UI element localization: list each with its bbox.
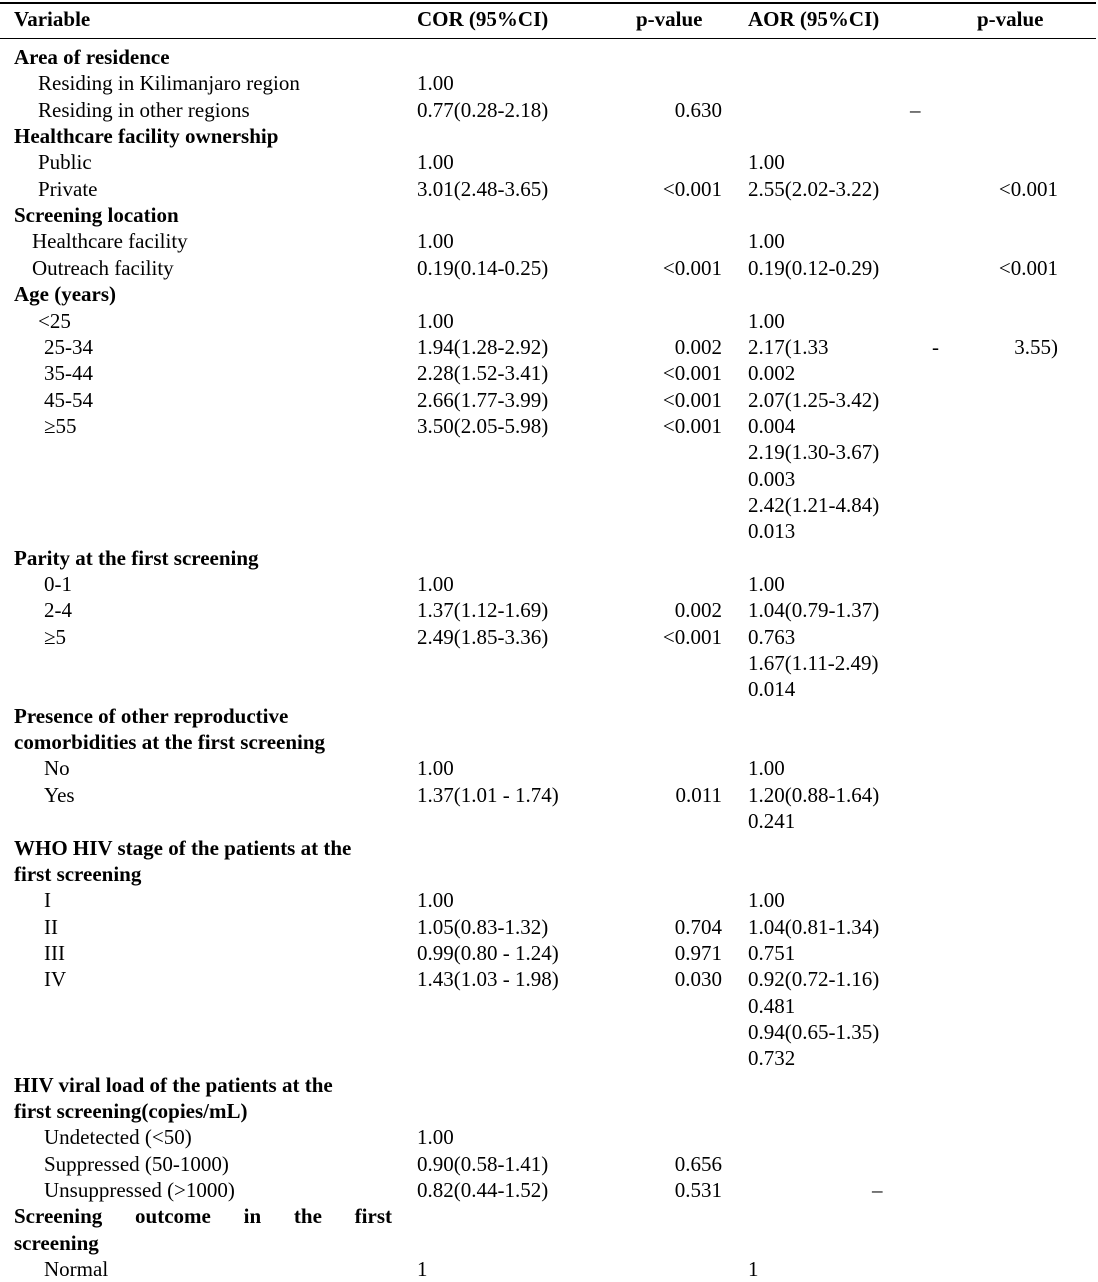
variable-label: 2-4	[44, 598, 72, 623]
top-rule	[0, 2, 1096, 4]
variable-label: IV	[44, 967, 67, 992]
section-label: Age (years)	[14, 282, 117, 307]
cor-p-value: <0.001	[662, 255, 722, 280]
table-row	[0, 914, 1098, 940]
variable-label: Private	[38, 176, 98, 201]
variable-label: 25-34	[44, 334, 93, 359]
cor-p-value: <0.001	[662, 413, 722, 438]
aor-cell: 2.55(2.02-3.22)	[748, 176, 880, 201]
section-heading-row	[0, 545, 1098, 571]
label-word: outcome	[135, 1204, 211, 1229]
variable-label: Yes	[44, 782, 75, 807]
cor-p-value: 0.011	[675, 782, 722, 807]
aor-cell: 0.004	[748, 413, 796, 438]
aor-cell: 1.00	[748, 888, 785, 913]
aor-cell: 1.00	[748, 308, 785, 333]
table-row	[0, 1177, 1098, 1203]
variable-label: Normal	[44, 1257, 109, 1282]
cor-cell: 1.00	[417, 71, 454, 96]
table-row	[0, 308, 1098, 334]
table-row	[0, 624, 1098, 650]
cor-cell: 0.77(0.28-2.18)	[417, 97, 549, 122]
variable-label: ≥5	[44, 624, 67, 649]
section-heading-row	[0, 703, 1098, 729]
cor-p-value: 0.971	[674, 940, 722, 965]
header-p-value-cor: p-value	[636, 7, 703, 31]
cor-cell: 1.00	[417, 756, 454, 781]
section-heading-row	[0, 1203, 1098, 1229]
section-label: WHO HIV stage of the patients at the	[14, 835, 352, 860]
cor-p-value: 0.630	[674, 97, 722, 122]
aor-cell: 1.04(0.79-1.37)	[748, 598, 880, 623]
table-row	[0, 782, 1098, 808]
cor-p-value: <0.001	[662, 387, 722, 412]
table-row	[0, 228, 1098, 254]
section-label: first screening(copies/mL)	[14, 1099, 248, 1123]
cor-p-value: <0.001	[662, 624, 722, 649]
table-row	[0, 360, 1098, 386]
table-row	[0, 387, 1098, 413]
variable-label: Residing in other regions	[38, 97, 250, 122]
table-row	[0, 149, 1098, 175]
variable-label: Residing in Kilimanjaro region	[38, 71, 300, 96]
variable-label: Unsuppressed (>1000)	[44, 1178, 235, 1203]
table-row	[0, 1256, 1098, 1282]
aor-cell: 0.732	[748, 1046, 796, 1071]
section-heading-row	[0, 281, 1098, 307]
section-heading-row	[0, 202, 1098, 228]
header-variable: Variable	[14, 7, 91, 31]
variable-label: 45-54	[44, 387, 93, 412]
label-word: first	[354, 1204, 392, 1229]
not-included-dash: –	[872, 1178, 883, 1203]
aor-cell: 2.17(1.33	[748, 334, 829, 359]
aor-cell: 0.94(0.65-1.35)	[748, 1019, 880, 1044]
cor-cell: 1.00	[417, 888, 454, 913]
section-label: comorbidities at the first screening	[14, 730, 326, 755]
aor-cell: 2.07(1.25-3.42)	[748, 387, 880, 412]
cor-cell: 3.50(2.05-5.98)	[417, 413, 549, 438]
variable-label: ≥55	[44, 413, 77, 438]
cor-cell: 3.01(2.48-3.65)	[417, 176, 549, 201]
table-row	[0, 966, 1098, 992]
cor-p-value: <0.001	[662, 176, 722, 201]
section-heading-row	[0, 44, 1098, 70]
label-word: in	[243, 1204, 262, 1229]
aor-cell: 0.751	[748, 940, 796, 965]
aor-cell: 1.00	[748, 229, 785, 254]
aor-cell: 1	[748, 1257, 759, 1282]
aor-cell: 0.481	[748, 993, 796, 1018]
table-row	[0, 887, 1098, 913]
aor-cell: 1.00	[748, 572, 785, 596]
section-label: HIV viral load of the patients at the	[14, 1072, 333, 1097]
table-row	[0, 70, 1098, 96]
section-label: Area of residence	[14, 45, 170, 69]
section-heading-row	[0, 1230, 1098, 1256]
cor-cell: 1.05(0.83-1.32)	[417, 914, 549, 939]
table-row	[0, 650, 1098, 676]
aor-cell: 0.003	[748, 466, 796, 491]
variable-label: Outreach facility	[32, 255, 174, 280]
range-dash: -	[932, 334, 939, 359]
section-label	[14, 1203, 392, 1229]
aor-cell: 0.19(0.12-0.29)	[748, 255, 880, 280]
header-rule	[0, 38, 1096, 39]
cor-cell: 0.99(0.80 - 1.24)	[417, 940, 559, 965]
aor-cell: 0.763	[748, 624, 796, 649]
aor-cell: 1.04(0.81-1.34)	[748, 914, 880, 939]
aor-p-value: 3.55)	[1014, 334, 1058, 359]
section-label: Presence of other reproductive	[14, 703, 289, 728]
section-heading-row	[0, 861, 1098, 887]
section-heading-row	[0, 1072, 1098, 1098]
variable-label: III	[44, 940, 65, 965]
cor-p-value: 0.030	[674, 967, 722, 992]
cor-cell: 1.00	[417, 150, 454, 175]
cor-p-value: 0.704	[674, 914, 722, 939]
cor-cell: 1.00	[417, 308, 454, 333]
aor-p-value: <0.001	[998, 176, 1058, 201]
section-heading-row	[0, 835, 1098, 861]
aor-p-value: <0.001	[998, 255, 1058, 280]
aor-cell: 0.241	[748, 809, 796, 834]
section-label: screening	[14, 1230, 99, 1255]
cor-cell: 0.19(0.14-0.25)	[417, 255, 549, 280]
label-word: the	[293, 1204, 322, 1229]
section-label: Healthcare facility ownership	[14, 124, 279, 149]
table-row	[0, 993, 1098, 1019]
aor-cell: 0.014	[748, 677, 796, 702]
cor-cell: 1.37(1.12-1.69)	[417, 598, 549, 623]
cor-cell: 1.37(1.01 - 1.74)	[417, 782, 559, 807]
cor-cell: 2.66(1.77-3.99)	[417, 387, 549, 412]
section-label: Screening location	[14, 203, 179, 228]
aor-cell: 0.92(0.72-1.16)	[748, 967, 880, 992]
table-row	[0, 571, 1098, 597]
aor-cell: 0.013	[748, 519, 796, 544]
variable-label: No	[44, 756, 70, 781]
table-row	[0, 676, 1098, 702]
table-row	[0, 466, 1098, 492]
section-heading-row	[0, 1098, 1098, 1124]
cor-cell: 2.28(1.52-3.41)	[417, 361, 549, 386]
variable-label: 35-44	[44, 361, 93, 386]
cor-cell: 1.00	[417, 229, 454, 254]
cor-p-value: <0.001	[662, 361, 722, 386]
table-row	[0, 808, 1098, 834]
not-included-dash: –	[910, 97, 921, 122]
table-row	[0, 492, 1098, 518]
table-row	[0, 255, 1098, 281]
cor-p-value: 0.002	[674, 334, 722, 359]
cor-cell: 1.00	[417, 572, 454, 596]
header-aor: AOR (95%CI)	[748, 7, 880, 31]
cor-p-value: 0.531	[674, 1178, 722, 1203]
aor-cell: 1.20(0.88-1.64)	[748, 782, 880, 807]
table-row	[0, 1045, 1098, 1071]
table-row	[0, 1124, 1098, 1150]
table-row	[0, 176, 1098, 202]
label-word: Screening	[14, 1204, 103, 1229]
cor-cell: 1.94(1.28-2.92)	[417, 334, 549, 359]
table-row	[0, 597, 1098, 623]
table-row	[0, 1151, 1098, 1177]
table-row	[0, 755, 1098, 781]
cor-p-value: 0.002	[674, 598, 722, 623]
aor-cell: 1.67(1.11-2.49)	[748, 651, 879, 676]
section-heading-row	[0, 729, 1098, 755]
variable-label: Undetected (<50)	[44, 1125, 192, 1150]
cor-cell: 0.82(0.44-1.52)	[417, 1178, 549, 1203]
table-row	[0, 940, 1098, 966]
cor-cell: 0.90(0.58-1.41)	[417, 1151, 549, 1176]
cor-cell: 1	[417, 1257, 428, 1282]
section-label: first screening	[14, 861, 142, 886]
variable-label: Healthcare facility	[32, 229, 188, 254]
table-row	[0, 1019, 1098, 1045]
table-row	[0, 518, 1098, 544]
header-p-value-aor: p-value	[977, 7, 1044, 31]
variable-label: II	[44, 914, 58, 939]
variable-label: Public	[38, 150, 92, 175]
cor-cell: 1.43(1.03 - 1.98)	[417, 967, 559, 992]
aor-cell: 1.00	[748, 150, 785, 175]
variable-label: I	[44, 888, 51, 913]
aor-cell: 1.00	[748, 756, 785, 781]
variable-label: 0-1	[44, 572, 72, 596]
cor-cell: 1.00	[417, 1125, 454, 1150]
aor-cell: 2.19(1.30-3.67)	[748, 440, 880, 465]
section-label: Parity at the first screening	[14, 545, 259, 570]
table-row	[0, 334, 1098, 360]
header-cor: COR (95%CI)	[417, 7, 549, 31]
variable-label: Suppressed (50-1000)	[44, 1151, 229, 1176]
table-row	[0, 439, 1098, 465]
section-heading-row	[0, 123, 1098, 149]
aor-cell: 0.002	[748, 361, 796, 386]
table-row	[0, 413, 1098, 439]
aor-cell: 2.42(1.21-4.84)	[748, 492, 880, 517]
variable-label: <25	[38, 308, 71, 333]
table-row	[0, 97, 1098, 123]
cor-cell: 2.49(1.85-3.36)	[417, 624, 549, 649]
cor-p-value: 0.656	[674, 1151, 722, 1176]
